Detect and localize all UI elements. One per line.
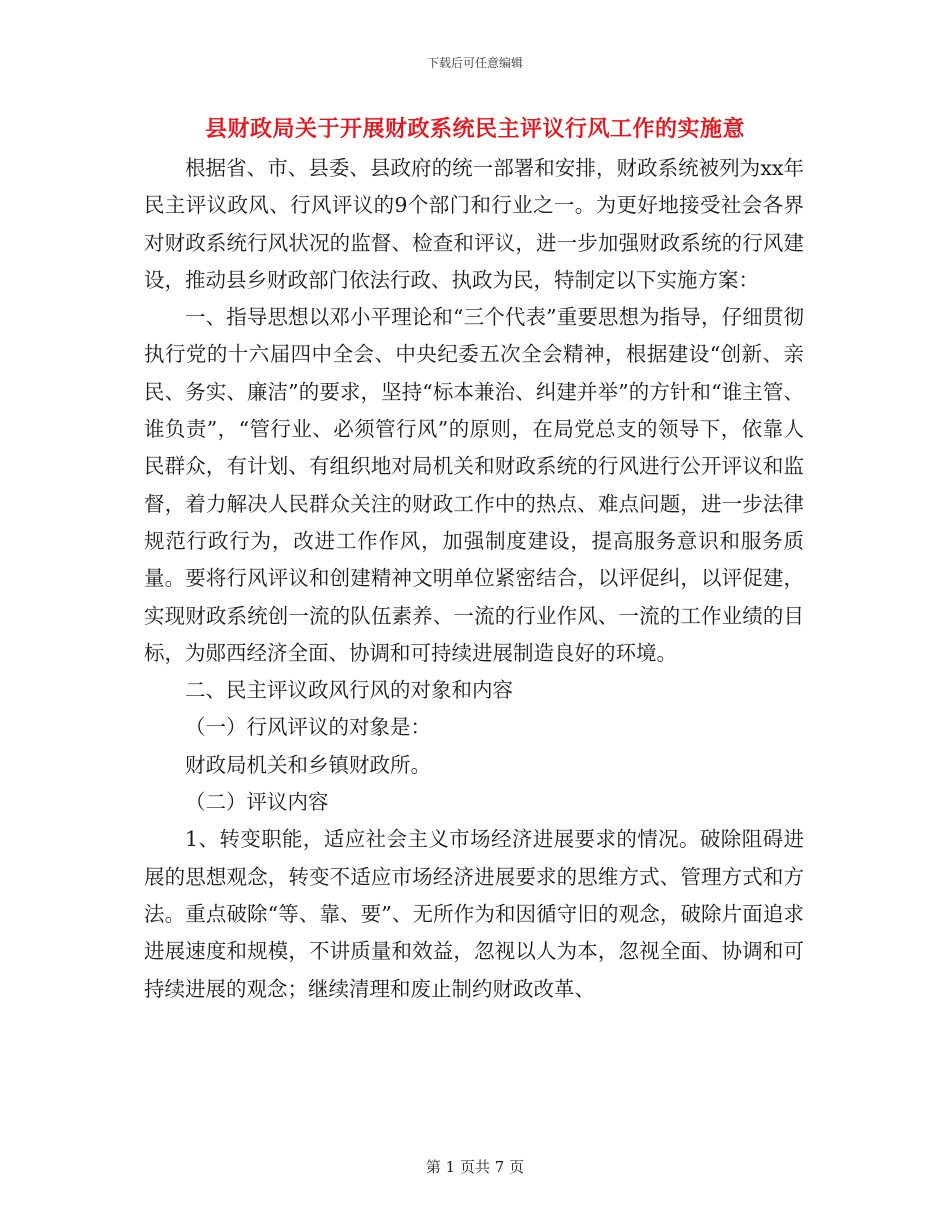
header-note: 下载后可任意编辑 — [426, 56, 523, 70]
section-heading-2: 二、民主评议政风行风的对象和内容 — [185, 678, 513, 703]
page-number: 第 1 页共 7 页 — [425, 1158, 525, 1176]
paragraph-guiding-ideology: 一、指导思想以邓小平理论和“三个代表”重要思想为指导，仔细贯彻执行党的十六届四中全会、中央纪委五次全会精神，根据建设“创新、亲民、务实、廉洁”的要求，坚持“标本兼治、纠建并举”的方针和“谁主管、谁负责”，“管行业、必须管行风”的原则，在局党总支的领导下，依靠人民群众，有计划、有组织地对局机关和财政系统的行风进行公开评议和监督，着力解决人民群众关注的财政工作中的热点、难点问题，进一步法律规范行政行为，改进工作作风，加强制度建设，提高服务意识和服务质量。要将行风评议和创建精神文明单位紧密结合，以评促纠，以评促建，实现财政系统创一流的队伍素养、一流的行业作风、一流的工作业绩的目标，为郧西经济全面、协调和可持续进展制造良好的环境。 — [144, 305, 804, 665]
paragraph-item-1: 1、转变职能，适应社会主义市场经济进展要求的情况。破除阻碍进展的思想观念，转变不适应市场经济进展要求的思维方式、管理方式和方法。重点破除“等、靠、要”、无所作为和因循守旧的观念，破除片面追求进展速度和规模，不讲质量和效益，忽视以人为本，忽视全面、协调和可持续进展的观念；继续清理和废止制约财政改革、 — [144, 827, 804, 1001]
document-body — [144, 150, 804, 1008]
paragraph-intro: 根据省、市、县委、县政府的统一部署和安排，财政系统被列为xx年民主评议政风、行风评议的9个部门和行业之一。为更好地接受社会各界对财政系统行风状况的监督、检查和评议，进一步加强财政系统的行风建设，推动县乡财政部门依法行政、执政为民，特制定以下实施方案： — [144, 156, 804, 292]
document-title: 县财政局关于开展财政系统民主评议行风工作的实施意 — [204, 116, 745, 142]
subsection-heading-objects: （一）行风评议的对象是： — [185, 715, 431, 740]
subsection-heading-content: （二）评议内容 — [185, 790, 329, 815]
paragraph-objects: 财政局机关和乡镇财政所。 — [185, 752, 431, 777]
